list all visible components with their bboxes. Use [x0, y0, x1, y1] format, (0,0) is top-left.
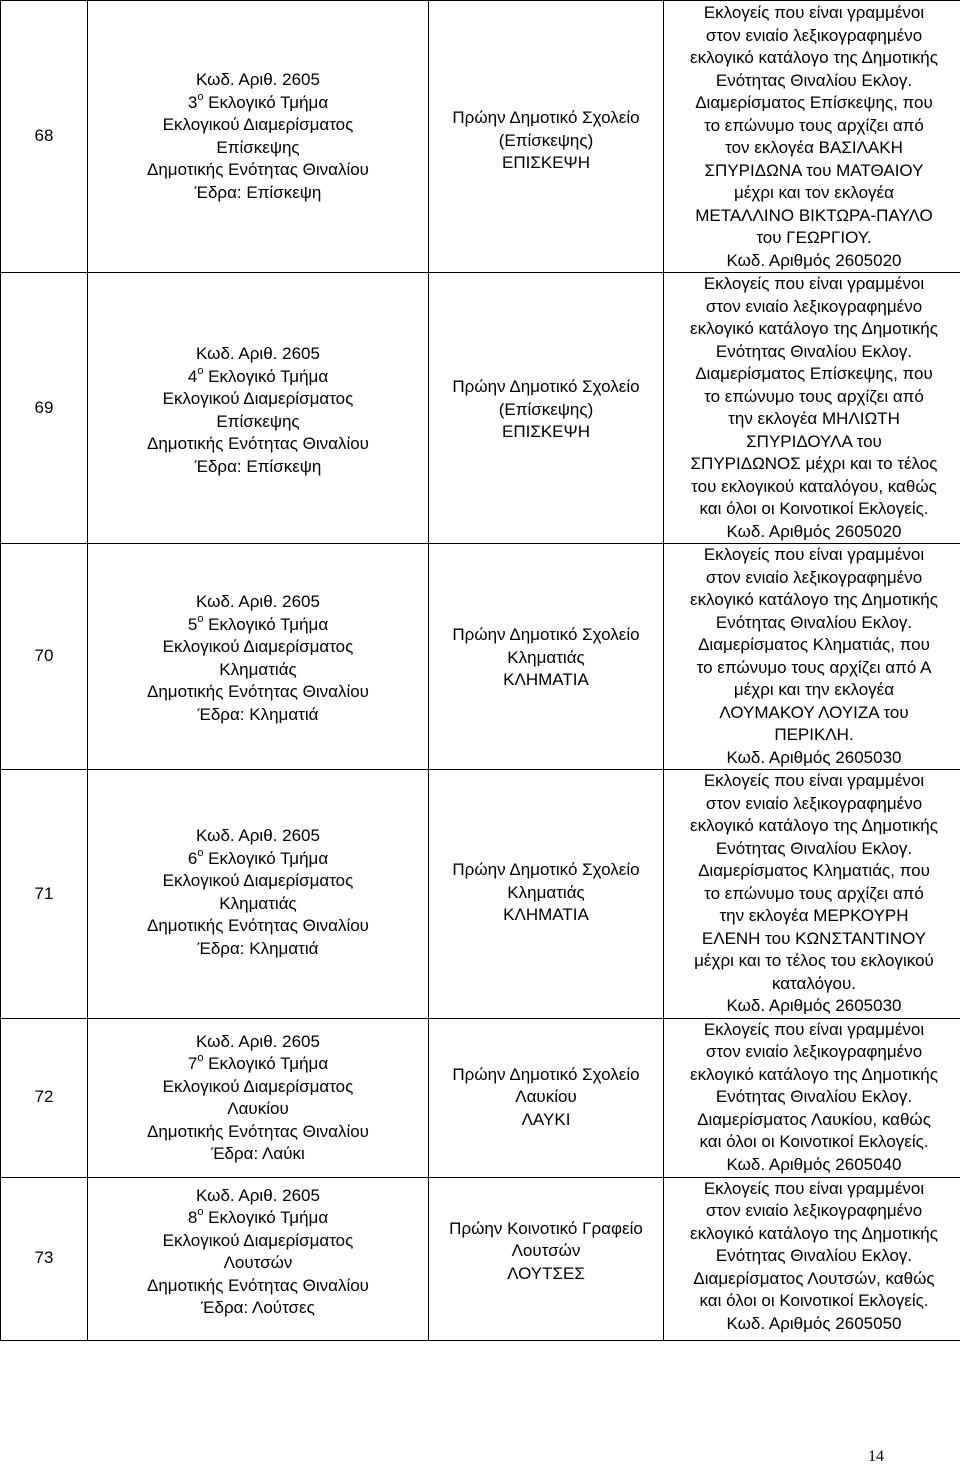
voters-line: του εκλογικού καταλόγου, καθώς [691, 476, 937, 496]
section-line: Λουτσών [223, 1253, 293, 1272]
location-line: Κληματιάς [507, 647, 585, 667]
section-title: $8^o$ Εκλογικό Τμήμα [187, 1206, 329, 1227]
voters-line: Διαμερίσματος Επίσκεψης, που [695, 364, 933, 383]
voters-cell [664, 273, 960, 544]
voters-line: στον ενιαίο λεξικογραφημένο [705, 793, 923, 813]
voters-line: εκλογικό κατάλογο της Δημοτικής [690, 816, 938, 835]
voters-line: ΠΕΡΙΚΛΗ. [774, 725, 854, 744]
voters-line: ΜΕΤΑΛΛΙΝΟ ΒΙΚΤΩΡΑ-ΠΑΥΛΟ [695, 205, 933, 225]
section-line: Εκλογικού Διαμερίσματος [162, 389, 354, 408]
section-code: Κωδ. Αριθ. 2605 [196, 592, 320, 611]
voters-line: μέχρι και την εκλογέα [733, 680, 895, 699]
section-seat: Έδρα: Κληματιά [197, 938, 319, 958]
voters-line: το επώνυμο τους αρχίζει από [704, 883, 924, 903]
voters-line: εκλογικό κατάλογο της Δημοτικής [690, 319, 938, 338]
voters-code: Κωδ. Αριθμός 2605020 [726, 521, 902, 541]
voters-line: Διαμερίσματος Λουτσών, καθώς [693, 1268, 935, 1288]
section-line: Δημοτικής Ενότητας Θιναλίου [147, 434, 369, 453]
location-cell [429, 1, 664, 273]
location-line: Πρώην Δημοτικό Σχολείο [452, 860, 640, 879]
voters-line: Εκλογείς που είναι γραμμένοι [703, 1019, 925, 1039]
voters-line: το επώνυμο τους αρχίζει από [704, 115, 924, 135]
location-cell [429, 1177, 664, 1340]
table-row [1, 1, 960, 273]
voters-line: εκλογικό κατάλογο της Δημοτικής [690, 1223, 938, 1243]
voters-code: Κωδ. Αριθμός 2605030 [726, 996, 902, 1015]
section-code: Κωδ. Αριθ. 2605 [196, 1031, 320, 1051]
location-line: Πρώην Δημοτικό Σχολείο [452, 625, 640, 644]
section-line: Δημοτικής Ενότητας Θιναλίου [147, 160, 369, 179]
voters-line: ΛΟΥΜΑΚΟΥ ΛΟΥΙΖΑ του [719, 702, 909, 722]
section-code: Κωδ. Αριθ. 2605 [196, 1185, 320, 1205]
location-line: (Επίσκεψης) [498, 399, 594, 419]
section-line: Δημοτικής Ενότητας Θιναλίου [147, 1275, 369, 1295]
location-line: Πρώην Δημοτικό Σχολείο [452, 1064, 640, 1084]
section-line: Κληματιάς [219, 893, 297, 913]
voters-line: Ενότητας Θιναλίου Εκλογ. [715, 1087, 913, 1106]
section-code: Κωδ. Αριθ. 2605 [196, 826, 320, 845]
voters-line: το επώνυμο τους αρχίζει από Α [696, 657, 932, 677]
location-cell [429, 1018, 664, 1177]
section-line: Δημοτικής Ενότητας Θιναλίου [147, 1121, 369, 1141]
voters-line: στον ενιαίο λεξικογραφημένο [705, 1042, 923, 1061]
voters-line: ΣΠΥΡΙΔΟΥΛΑ του [746, 431, 882, 451]
location-line: ΛΟΥΤΣΕΣ [507, 1263, 585, 1283]
section-cell [88, 544, 429, 770]
voters-code: Κωδ. Αριθμός 2605030 [726, 747, 902, 767]
voters-line: στον ενιαίο λεξικογραφημένο [705, 25, 923, 45]
section-cell [88, 1, 429, 273]
voters-line: Ενότητας Θιναλίου Εκλογ. [715, 70, 913, 90]
location-line: Πρώην Κοινοτικό Γραφείο [449, 1218, 643, 1238]
section-line: Δημοτικής Ενότητας Θιναλίου [147, 916, 369, 935]
voters-line: Εκλογείς που είναι γραμμένοι [703, 1178, 925, 1198]
voters-line: μέχρι και τον εκλογέα [734, 183, 894, 202]
section-title: $6^o$ Εκλογικό Τμήμα [187, 846, 329, 868]
location-line: Πρώην Δημοτικό Σχολείο [452, 108, 640, 127]
voters-line: τον εκλογέα ΒΑΣΙΛΑΚΗ [725, 138, 903, 157]
section-seat: Έδρα: Επίσκεψη [194, 182, 322, 202]
location-line: Πρώην Δημοτικό Σχολείο [452, 377, 640, 396]
row-number: 69 [1, 273, 88, 544]
section-line: Λαυκίου [227, 1099, 289, 1118]
voters-line: εκλογικό κατάλογο της Δημοτικής [690, 590, 938, 609]
voters-cell [664, 770, 960, 1019]
section-line: Εκλογικού Διαμερίσματος [162, 871, 354, 890]
location-cell [429, 273, 664, 544]
voters-line: το επώνυμο τους αρχίζει από [704, 386, 924, 406]
voters-line: Διαμερίσματος Κληματιάς, που [698, 861, 930, 880]
voters-line: Διαμερίσματος Επίσκεψης, που [695, 93, 933, 112]
section-code: Κωδ. Αριθ. 2605 [196, 70, 320, 89]
voters-line: στον ενιαίο λεξικογραφημένο [705, 296, 923, 316]
section-cell [88, 273, 429, 544]
voters-line: Ενότητας Θιναλίου Εκλογ. [715, 1246, 913, 1265]
location-line: ΕΠΙΣΚΕΨΗ [501, 422, 590, 441]
section-seat: Έδρα: Επίσκεψη [194, 456, 322, 476]
location-line: Λουτσών [511, 1241, 581, 1260]
section-title: $7^o$ Εκλογικό Τμήμα [187, 1052, 329, 1073]
voters-code: Κωδ. Αριθμός 2605050 [726, 1313, 902, 1333]
voters-line: Ενότητας Θιναλίου Εκλογ. [715, 341, 913, 361]
section-line: Επίσκεψης [216, 137, 300, 157]
table-row [1, 544, 960, 770]
voters-cell [664, 544, 960, 770]
location-line: (Επίσκεψης) [498, 130, 594, 150]
voters-line: Εκλογείς που είναι γραμμένοι [703, 771, 925, 790]
section-line: Δημοτικής Ενότητας Θιναλίου [147, 682, 369, 701]
location-line: ΚΛΗΜΑΤΙΑ [503, 905, 589, 924]
section-seat: Έδρα: Λαύκι [211, 1144, 305, 1163]
row-number: 73 [1, 1177, 88, 1340]
voters-line: στον ενιαίο λεξικογραφημένο [705, 567, 923, 587]
location-line: Κληματιάς [507, 882, 585, 902]
voters-line: καταλόγου. [771, 973, 857, 993]
section-line: Εκλογικού Διαμερίσματος [162, 1076, 354, 1096]
voters-line: Εκλογείς που είναι γραμμένοι [703, 545, 925, 564]
voters-cell [664, 1, 960, 273]
row-number: 72 [1, 1018, 88, 1177]
voters-line: Εκλογείς που είναι γραμμένοι [703, 274, 925, 293]
section-line: Κληματιάς [219, 659, 297, 679]
section-seat: Έδρα: Λούτσες [201, 1298, 315, 1317]
location-line: Λαυκίου [515, 1087, 577, 1106]
voters-cell [664, 1018, 960, 1177]
voters-line: ΣΠΥΡΙΔΩΝΟΣ μέχρι και το τέλος [690, 454, 938, 473]
section-line: Επίσκεψης [216, 411, 300, 431]
voters-line: του ΓΕΩΡΓΙΟΥ. [756, 228, 872, 247]
section-title: $4^o$ Εκλογικό Τμήμα [187, 364, 329, 386]
voters-line: Ενότητας Θιναλίου Εκλογ. [715, 838, 913, 858]
section-cell [88, 1018, 429, 1177]
voters-line: την εκλογέα ΜΕΡΚΟΥΡΗ [719, 906, 909, 925]
voters-line: την εκλογέα ΜΗΛΙΩΤΗ [728, 409, 900, 428]
table-row [1, 770, 960, 1019]
row-number: 71 [1, 770, 88, 1019]
location-line: ΚΛΗΜΑΤΙΑ [503, 670, 589, 689]
voters-line: εκλογικό κατάλογο της Δημοτικής [690, 48, 938, 67]
section-cell [88, 770, 429, 1019]
table-row [1, 1018, 960, 1177]
voters-line: και όλοι οι Κοινοτικοί Εκλογείς. [699, 499, 929, 518]
voters-line: ΣΠΥΡΙΔΩΝΑ του ΜΑΤΘΑΙΟΥ [704, 160, 924, 180]
row-number: 68 [1, 1, 88, 273]
section-title: $3^o$ Εκλογικό Τμήμα [187, 90, 329, 112]
table-row [1, 273, 960, 544]
section-seat: Έδρα: Κληματιά [197, 704, 319, 724]
location-cell [429, 770, 664, 1019]
voters-line: και όλοι οι Κοινοτικοί Εκλογείς. [699, 1132, 929, 1151]
voters-line: και όλοι οι Κοινοτικοί Εκλογείς. [699, 1291, 929, 1310]
voters-line: Διαμερίσματος Κληματιάς, που [698, 635, 930, 654]
voters-cell [664, 1177, 960, 1340]
voters-line: ΕΛΕΝΗ του ΚΩΝΣΤΑΝΤΙΝΟΥ [701, 928, 927, 948]
voters-line: Διαμερίσματος Λαυκίου, καθώς [697, 1109, 931, 1129]
voters-line: Ενότητας Θιναλίου Εκλογ. [715, 612, 913, 632]
voters-code: Κωδ. Αριθμός 2605040 [726, 1154, 902, 1174]
section-title: $5^o$ Εκλογικό Τμήμα [187, 612, 329, 634]
voters-line: στον ενιαίο λεξικογραφημένο [705, 1201, 923, 1220]
section-code: Κωδ. Αριθ. 2605 [196, 344, 320, 363]
row-number: 70 [1, 544, 88, 770]
section-line: Εκλογικού Διαμερίσματος [162, 1230, 354, 1250]
page-number: 14 [868, 1448, 884, 1465]
location-line: ΕΠΙΣΚΕΨΗ [501, 153, 590, 172]
location-cell [429, 544, 664, 770]
section-cell [88, 1177, 429, 1340]
voters-code: Κωδ. Αριθμός 2605020 [726, 250, 902, 270]
section-line: Εκλογικού Διαμερίσματος [162, 115, 354, 134]
section-line: Εκλογικού Διαμερίσματος [162, 637, 354, 656]
voters-line: εκλογικό κατάλογο της Δημοτικής [690, 1064, 938, 1084]
voters-line: Εκλογείς που είναι γραμμένοι [703, 3, 925, 22]
voters-line: μέχρι και το τέλος του εκλογικού [694, 951, 934, 970]
location-line: ΛΑΥΚΙ [521, 1109, 571, 1129]
table-row [1, 1177, 960, 1340]
